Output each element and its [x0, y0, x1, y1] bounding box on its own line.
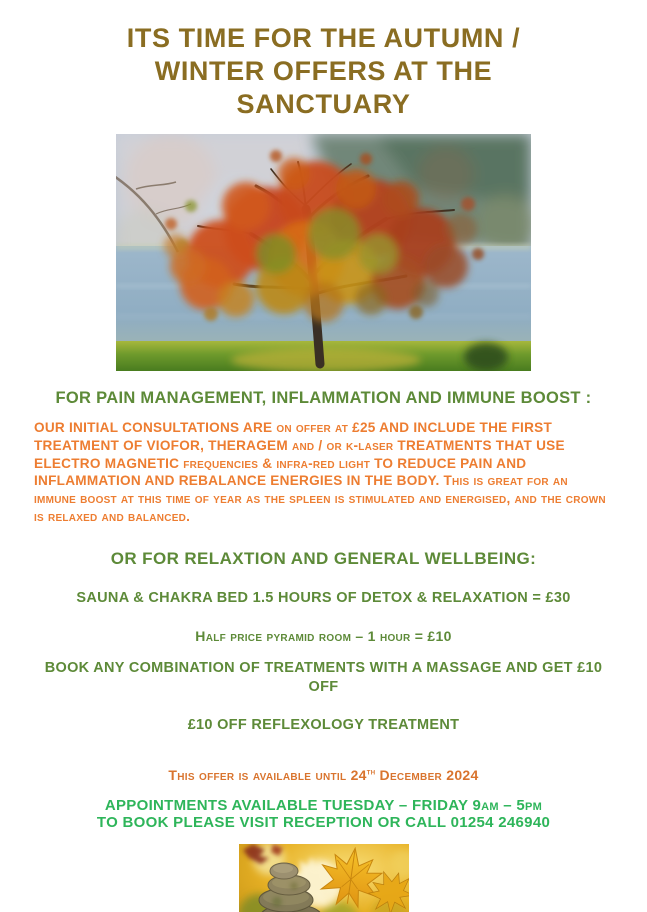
intro-paragraph: OUR INITIAL CONSULTATIONS ARE on offer at £25 AND INCLUDE THE FIRST TREATMENT OF VIOFOR, THERAGEM and / or k-laser TREATMENTS THAT USE ELECTRO MAGNETIC frequencies & infra-red light TO REDUCE PAIN AND INFLAMMATION AND REBALANCE ENERGIES IN THE BODY. This is great for an immune boost at this time of year as the spleen is stimulated and energised, and the crown is relaxed and balanced.: [34, 420, 606, 524]
availability-prefix: This offer is available until 24: [168, 766, 367, 783]
zen-stones-image: [239, 844, 409, 912]
autumn-tree-image: [116, 134, 531, 371]
zen-stones-illustration: [239, 844, 409, 912]
offer-pyramid-room: Half price pyramid room – 1 hour = £10: [195, 628, 452, 645]
autumn-tree-illustration: [116, 134, 531, 371]
offer-massage-combo: BOOK ANY COMBINATION OF TREATMENTS WITH A MASSAGE AND GET £10 OFF: [44, 660, 603, 695]
availability-suffix: December 2024: [375, 766, 479, 783]
offer-reflexology: £10 OFF REFLEXOLOGY TREATMENT: [187, 716, 460, 733]
appointments-line-2: TO BOOK PLEASE VISIT RECEPTION OR CALL 01254 246940: [96, 813, 551, 831]
section-heading-pain: FOR PAIN MANAGEMENT, INFLAMMATION AND IMMUNE BOOST :: [55, 388, 592, 407]
appointments-line-1: APPOINTMENTS AVAILABLE TUESDAY – FRIDAY 9am – 5pm: [104, 796, 543, 814]
section-heading-relax: OR FOR RELAXTION AND GENERAL WELLBEING:: [110, 549, 537, 569]
flyer-title: ITS TIME FOR THE AUTUMN / WINTER OFFERS AT THE SANCTUARY: [126, 23, 521, 119]
offer-sauna-chakra: SAUNA & CHAKRA BED 1.5 HOURS OF DETOX & RELAXATION = £30: [76, 590, 571, 607]
appointments-block: [30, 797, 617, 832]
availability-ordinal: th: [366, 766, 376, 777]
availability-line: [40, 767, 607, 783]
